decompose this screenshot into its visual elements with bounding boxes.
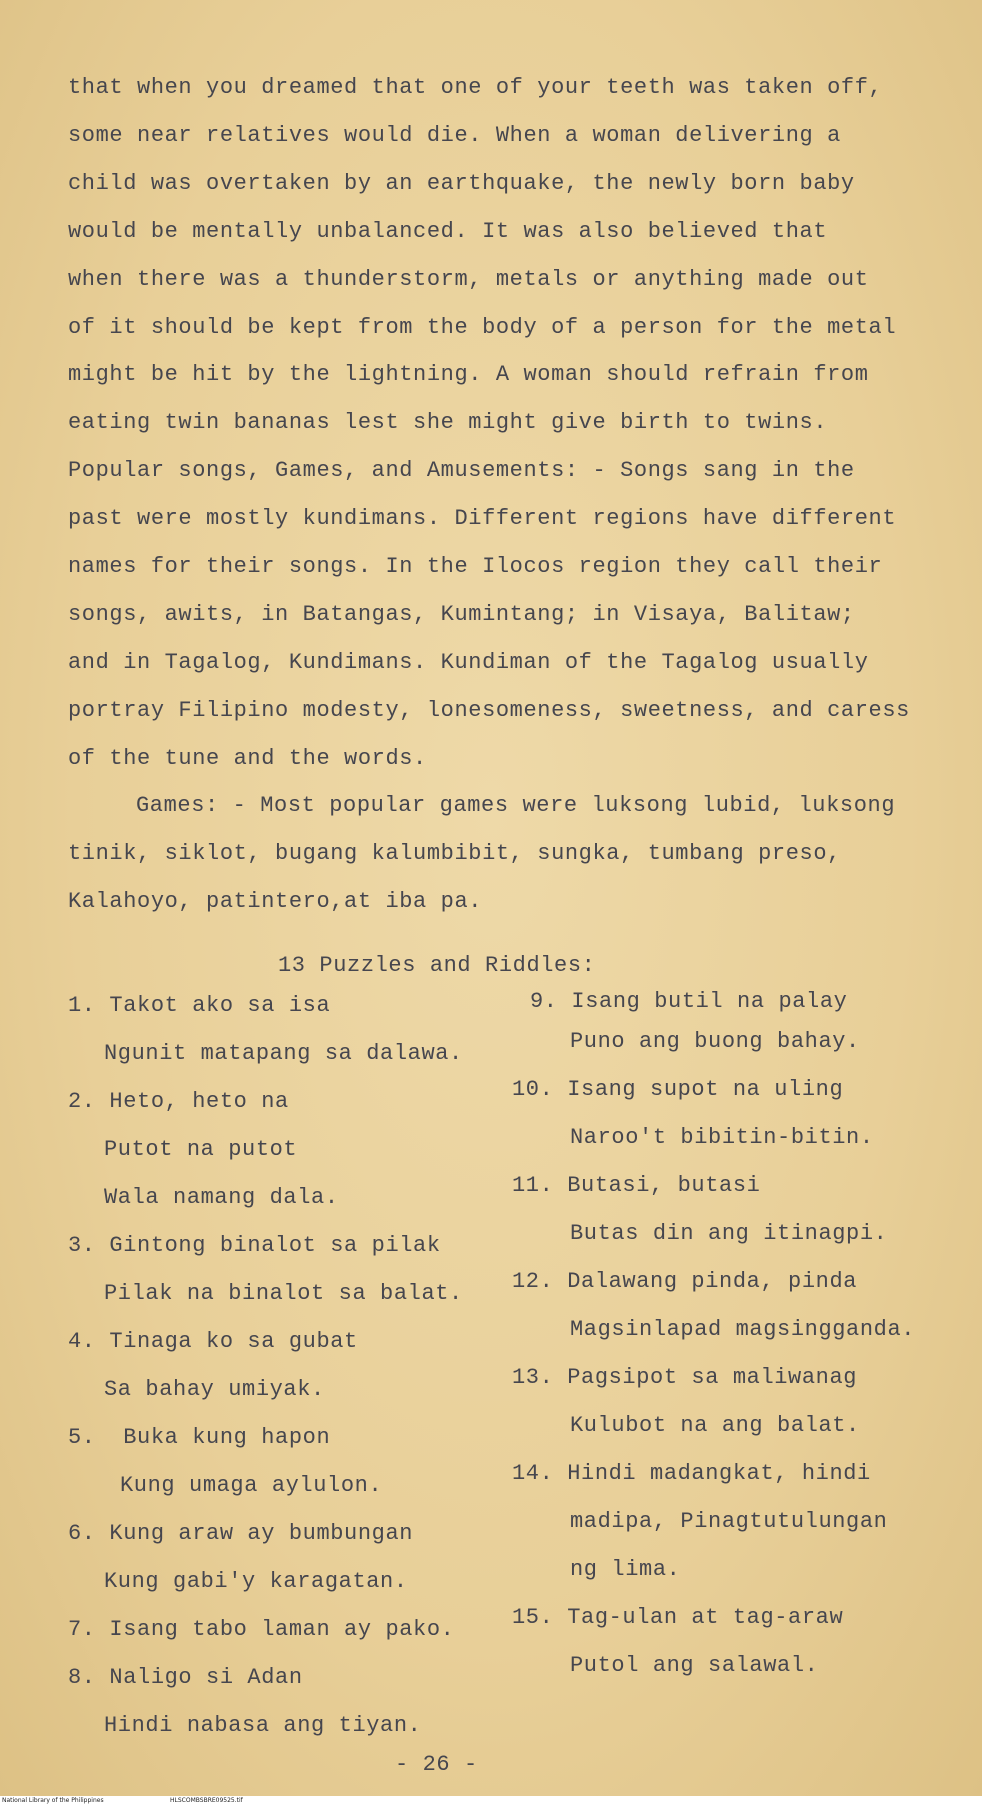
riddle-line: 2. Heto, heto na [68,1089,289,1114]
body-line: some near relatives would die. When a woman delivering a [68,123,841,148]
body-line: eating twin bananas lest she might give birth to twins. [68,410,828,435]
body-line: Kalahoyo, patintero,at iba pa. [68,889,483,914]
body-line: of the tune and the words. [68,746,427,771]
riddle-line: Magsinlapad magsingganda. [570,1317,916,1342]
riddle-line: 10. Isang supot na uling [512,1077,844,1102]
body-line: when there was a thunderstorm, metals or anything made out [68,267,869,292]
body-line: might be hit by the lightning. A woman should refrain from [68,362,869,387]
scan-footer-bar [0,1796,982,1808]
riddle-line: 3. Gintong binalot sa pilak [68,1233,441,1258]
riddle-line: 4. Tinaga ko sa gubat [68,1329,358,1354]
riddle-line: 8. Naligo si Adan [68,1665,303,1690]
riddle-line: 13. Pagsipot sa maliwanag [512,1365,858,1390]
riddles-heading: 13 Puzzles and Riddles: [278,953,596,978]
riddle-line: Naroo't bibitin-bitin. [570,1125,874,1150]
riddle-line: Ngunit matapang sa dalawa. [104,1041,463,1066]
riddle-line: 12. Dalawang pinda, pinda [512,1269,858,1294]
riddle-line: 11. Butasi, butasi [512,1173,761,1198]
body-line: portray Filipino modesty, lonesomeness, sweetness, and caress [68,698,910,723]
footer-file-id: HLSCOMBSBRE09525.tif [170,1797,243,1804]
body-line: songs, awits, in Batangas, Kumintang; in Visaya, Balitaw; [68,602,855,627]
riddle-line: 9. Isang butil na palay [530,989,848,1014]
footer-library: National Library of the Philippines [2,1797,104,1804]
section-heading-games: Games: - Most popular games were luksong lubid, luksong [136,793,896,818]
riddle-line: 5. Buka kung hapon [68,1425,331,1450]
riddle-line: 14. Hindi madangkat, hindi [512,1461,871,1486]
body-line: of it should be kept from the body of a person for the metal [68,315,897,340]
body-line: would be mentally unbalanced. It was also believed that [68,219,828,244]
body-line: past were mostly kundimans. Different regions have different [68,506,897,531]
riddle-line: Wala namang dala. [104,1185,339,1210]
riddle-line: ng lima. [570,1557,681,1582]
body-line: and in Tagalog, Kundimans. Kundiman of the Tagalog usually [68,650,869,675]
riddle-line: Sa bahay umiyak. [104,1377,325,1402]
riddle-line: Butas din ang itinagpi. [570,1221,888,1246]
body-line: that when you dreamed that one of your teeth was taken off, [68,75,883,100]
riddle-line: Pilak na binalot sa balat. [104,1281,463,1306]
page-number: - 26 - [395,1752,478,1777]
riddle-line: Kung umaga aylulon. [120,1473,383,1498]
section-heading-songs: Popular songs, Games, and Amusements: - Songs sang in the [68,458,855,483]
riddle-line: 7. Isang tabo laman ay pako. [68,1617,455,1642]
body-line: tinik, siklot, bugang kalumbibit, sungka, tumbang preso, [68,841,841,866]
riddle-line: Puno ang buong bahay. [570,1029,860,1054]
riddle-line: Kulubot na ang balat. [570,1413,860,1438]
riddle-line: 15. Tag-ulan at tag-araw [512,1605,844,1630]
body-line: child was overtaken by an earthquake, the newly born baby [68,171,855,196]
riddle-line: 1. Takot ako sa isa [68,993,331,1018]
riddle-line: Hindi nabasa ang tiyan. [104,1713,422,1738]
riddle-line: 6. Kung araw ay bumbungan [68,1521,414,1546]
riddle-line: Putol ang salawal. [570,1653,819,1678]
riddle-line: madipa, Pinagtutulungan [570,1509,888,1534]
riddle-line: Kung gabi'y karagatan. [104,1569,408,1594]
riddle-line: Putot na putot [104,1137,298,1162]
body-line: names for their songs. In the Ilocos region they call their [68,554,883,579]
